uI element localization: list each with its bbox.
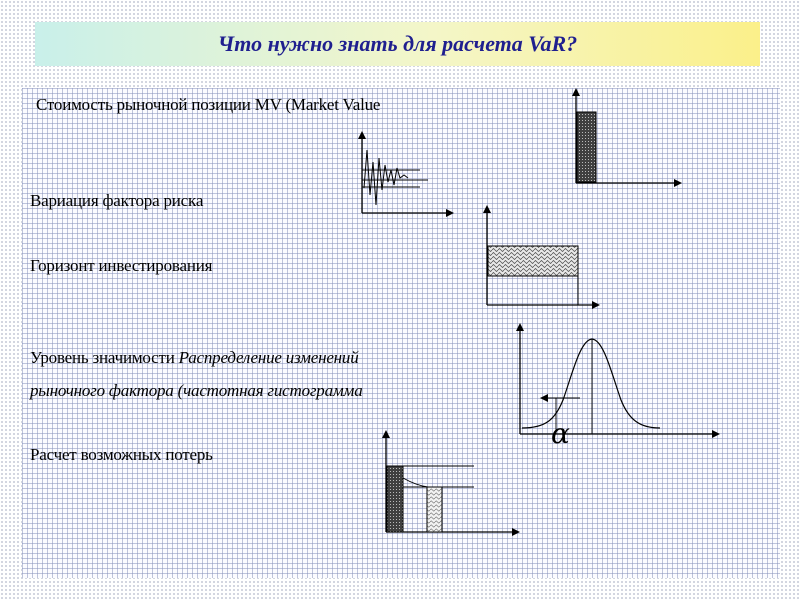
pl-loss-bar	[427, 487, 442, 532]
market-value-chart	[576, 90, 680, 183]
distribution-text: Распределение изменений	[178, 348, 359, 367]
dist-bell-curve	[522, 339, 660, 428]
rv-fluctuation-line	[364, 150, 408, 205]
ih-horizon-band	[488, 246, 578, 276]
risk-variation-chart	[362, 133, 452, 213]
slide-title: Что нужно знать для расчета VaR?	[217, 31, 578, 56]
significance-level-text: Уровень значимости	[30, 348, 179, 367]
possible-losses-chart	[386, 432, 518, 532]
possible-losses-label: Расчет возможных потерь	[30, 445, 213, 464]
mv-bar	[577, 112, 596, 182]
alpha-symbol: α	[551, 417, 570, 450]
investment-horizon-label: Горизонт инвестирования	[30, 256, 213, 275]
risk-factor-variation-label: Вариация фактора риска	[30, 191, 204, 210]
histogram-text: рыночного фактора (частотная гистограмма	[30, 381, 363, 400]
market-value-label: Стоимость рыночной позиции MV (Market Value	[36, 95, 381, 114]
pl-decline-curve	[403, 478, 428, 487]
investment-horizon-chart	[487, 207, 598, 305]
distribution-chart	[520, 325, 718, 450]
pl-initial-bar	[387, 466, 403, 532]
